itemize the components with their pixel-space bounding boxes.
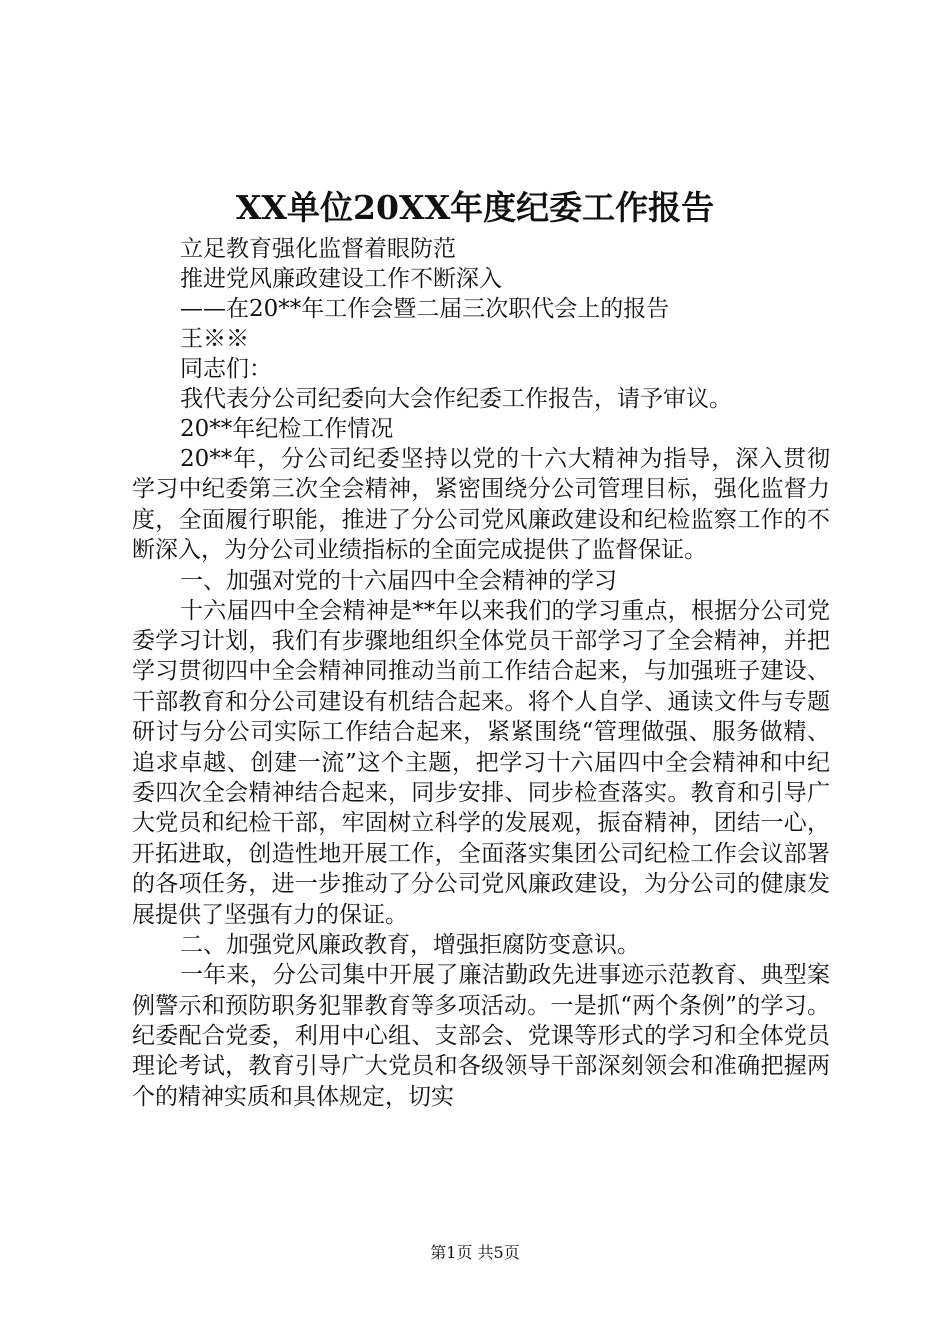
paragraph-section-1: 十六届四中全会精神是**年以来我们的学习重点，根据分公司党委学习计划，我们有步骤地组织全体党员干部学习了全会精神，并把学习贯彻四中全会精神同推动当前工作结合起来，与加强班子建设、干部教育和分公司建设有机结合起来。将个人自学、通读文件与专题研讨与分公司实际工作结合起来，紧紧围绕“管理做强、服务做精、追求卓越、创建一流”这个主题，把学习十六届四中全会精神和中纪委四次全会精神结合起来，同步安排、同步检查落实。教育和引导广大党员和纪检干部，牢固树立科学的发展观，振奋精神，团结一心，开拓进取，创造性地开展工作，全面落实集团公司纪检工作会议部署的各项任务，进一步推动了分公司党风廉政建设，为分公司的健康发展提供了坚强有力的保证。 <box>132 597 830 928</box>
author-line: 王※※ <box>180 326 249 352</box>
subtitle-line-1: 立足教育强化监督着眼防范 <box>180 236 456 262</box>
section-heading-1: 一、加强对党的十六届四中全会精神的学习 <box>180 567 617 594</box>
paragraph-intro: 20**年，分公司纪委坚持以党的十六大精神为指导，深入贯彻学习中纪委第三次全会精神，紧密围绕分公司管理目标，强化监督力度，全面履行职能，推进了分公司党风廉政建设和纪检监察工作的不断深入，为分公司业绩指标的全面完成提供了监督保证。 <box>132 446 830 564</box>
document-title: XX单位20XX年度纪委工作报告 <box>235 188 715 227</box>
section-heading-work-status: 20**年纪检工作情况 <box>180 416 394 442</box>
page-footer: 第1页 共5页 <box>430 1243 520 1262</box>
subtitle-line-2: 推进党风廉政建设工作不断深入 <box>180 266 502 292</box>
opening-line: 我代表分公司纪委向大会作纪委工作报告，请予审议。 <box>180 386 732 412</box>
subtitle-line-3: ——在20**年工作会暨二届三次职代会上的报告 <box>180 296 670 322</box>
document-body <box>132 234 830 1112</box>
section-heading-2: 二、加强党风廉政教育，增强拒腐防变意识。 <box>180 932 640 959</box>
salutation-line: 同志们： <box>180 356 272 382</box>
paragraph-section-2: 一年来，分公司集中开展了廉洁勤政先进事迹示范教育、典型案例警示和预防职务犯罪教育等多项活动。一是抓“两个条例”的学习。纪委配合党委，利用中心组、支部会、党课等形式的学习和全体党员理论考试，教育引导广大党员和各级领导干部深刻领会和准确把握两个的精神实质和具体规定，切实 <box>132 962 830 1110</box>
